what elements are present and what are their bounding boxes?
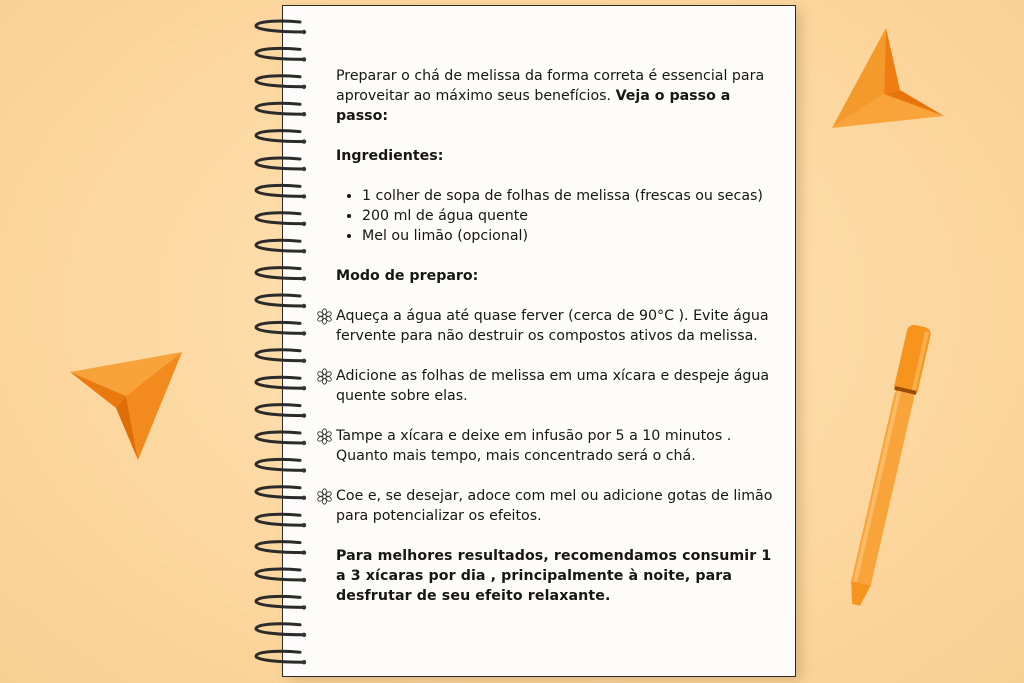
spiral-binding xyxy=(250,0,310,683)
spiral-hole xyxy=(302,578,306,582)
spiral-hole xyxy=(302,222,306,226)
spiral-ring xyxy=(256,651,304,662)
spiral-hole xyxy=(302,523,306,527)
spiral-ring xyxy=(256,213,304,224)
spiral-hole xyxy=(302,30,306,34)
spiral-hole xyxy=(302,276,306,280)
spiral-ring xyxy=(256,322,304,333)
step-4 xyxy=(336,486,781,526)
spiral-hole xyxy=(302,413,306,417)
spiral-hole xyxy=(302,57,306,61)
orange-pen xyxy=(836,316,936,616)
spiral-ring xyxy=(256,569,304,580)
list-item: • Mel ou limão (opcional) xyxy=(362,226,781,246)
spiral-ring xyxy=(256,596,304,607)
spiral-ring xyxy=(256,350,304,361)
spiral-hole xyxy=(302,249,306,253)
flower-icon xyxy=(316,368,333,385)
spiral-hole xyxy=(302,85,306,89)
spiral-ring xyxy=(256,295,304,306)
spiral-ring xyxy=(256,487,304,498)
spiral-hole xyxy=(302,386,306,390)
spiral-ring xyxy=(256,48,304,59)
spiral-hole xyxy=(302,194,306,198)
ingredients-heading-text: Ingredientes: xyxy=(336,148,444,164)
intro-emphasis: Veja o passo a passo: xyxy=(336,88,731,124)
list-item: • 200 ml de água quente xyxy=(362,206,781,226)
spiral-hole xyxy=(302,304,306,308)
preparation-heading-text: Modo de preparo: xyxy=(336,268,479,284)
closing-paragraph: Para melhores resultados, recomendamos consumir 1 a 3 xícaras por dia , principalmente à noite, para desfrutar de seu efeito relaxante. xyxy=(336,548,772,604)
spiral-hole xyxy=(302,331,306,335)
spiral-hole xyxy=(302,468,306,472)
spiral-ring xyxy=(256,158,304,169)
recipe-content xyxy=(336,66,781,606)
spiral-ring xyxy=(256,76,304,87)
spiral-hole xyxy=(302,605,306,609)
spiral-ring xyxy=(256,103,304,114)
step-1 xyxy=(336,306,781,346)
spiral-hole xyxy=(302,550,306,554)
spiral-ring xyxy=(256,432,304,443)
list-item: • 1 colher de sopa de folhas de melissa (frescas ou secas) xyxy=(362,186,781,206)
spiral-ring xyxy=(256,377,304,388)
spiral-ring xyxy=(256,131,304,142)
spiral-hole xyxy=(302,441,306,445)
spiral-ring xyxy=(256,405,304,416)
spiral-ring xyxy=(256,268,304,279)
spiral-hole xyxy=(302,660,306,664)
step-text: Tampe a xícara e deixe em infusão por 5 a 10 minutos . Quanto mais tempo, mais concentrado será o chá. xyxy=(336,428,732,464)
spiral-hole xyxy=(302,112,306,116)
intro-paragraph xyxy=(336,66,781,126)
step-text: Coe e, se desejar, adoce com mel ou adicione gotas de limão para potencializar os efeitos. xyxy=(336,488,773,524)
spiral-hole xyxy=(302,359,306,363)
flower-icon xyxy=(316,488,333,505)
spiral-ring xyxy=(256,21,304,32)
step-3 xyxy=(336,426,781,466)
spiral-hole xyxy=(302,139,306,143)
spiral-ring xyxy=(256,542,304,553)
flower-icon xyxy=(316,308,333,325)
spiral-ring xyxy=(256,624,304,635)
spiral-ring xyxy=(256,185,304,196)
spiral-hole xyxy=(302,633,306,637)
step-text: Adicione as folhas de melissa em uma xícara e despeje água quente sobre elas. xyxy=(336,368,770,404)
paper-plane-right xyxy=(826,24,948,134)
intro-text: Preparar o chá de melissa da forma correta é essencial para aproveitar ao máximo seus benefícios. xyxy=(336,68,765,104)
spiral-ring xyxy=(256,459,304,470)
spiral-ring xyxy=(256,240,304,251)
ingredients-heading xyxy=(336,146,781,166)
step-text: Aqueça a água até quase ferver (cerca de 90°C ). Evite água fervente para não destruir os compostos ativos da melissa. xyxy=(336,308,769,344)
spiral-hole xyxy=(302,496,306,500)
preparation-heading xyxy=(336,266,781,286)
flower-icon xyxy=(316,428,333,445)
ingredients-list xyxy=(336,186,781,246)
step-2 xyxy=(336,366,781,406)
spiral-ring xyxy=(256,514,304,525)
paper-plane-left xyxy=(66,350,186,465)
spiral-hole xyxy=(302,167,306,171)
